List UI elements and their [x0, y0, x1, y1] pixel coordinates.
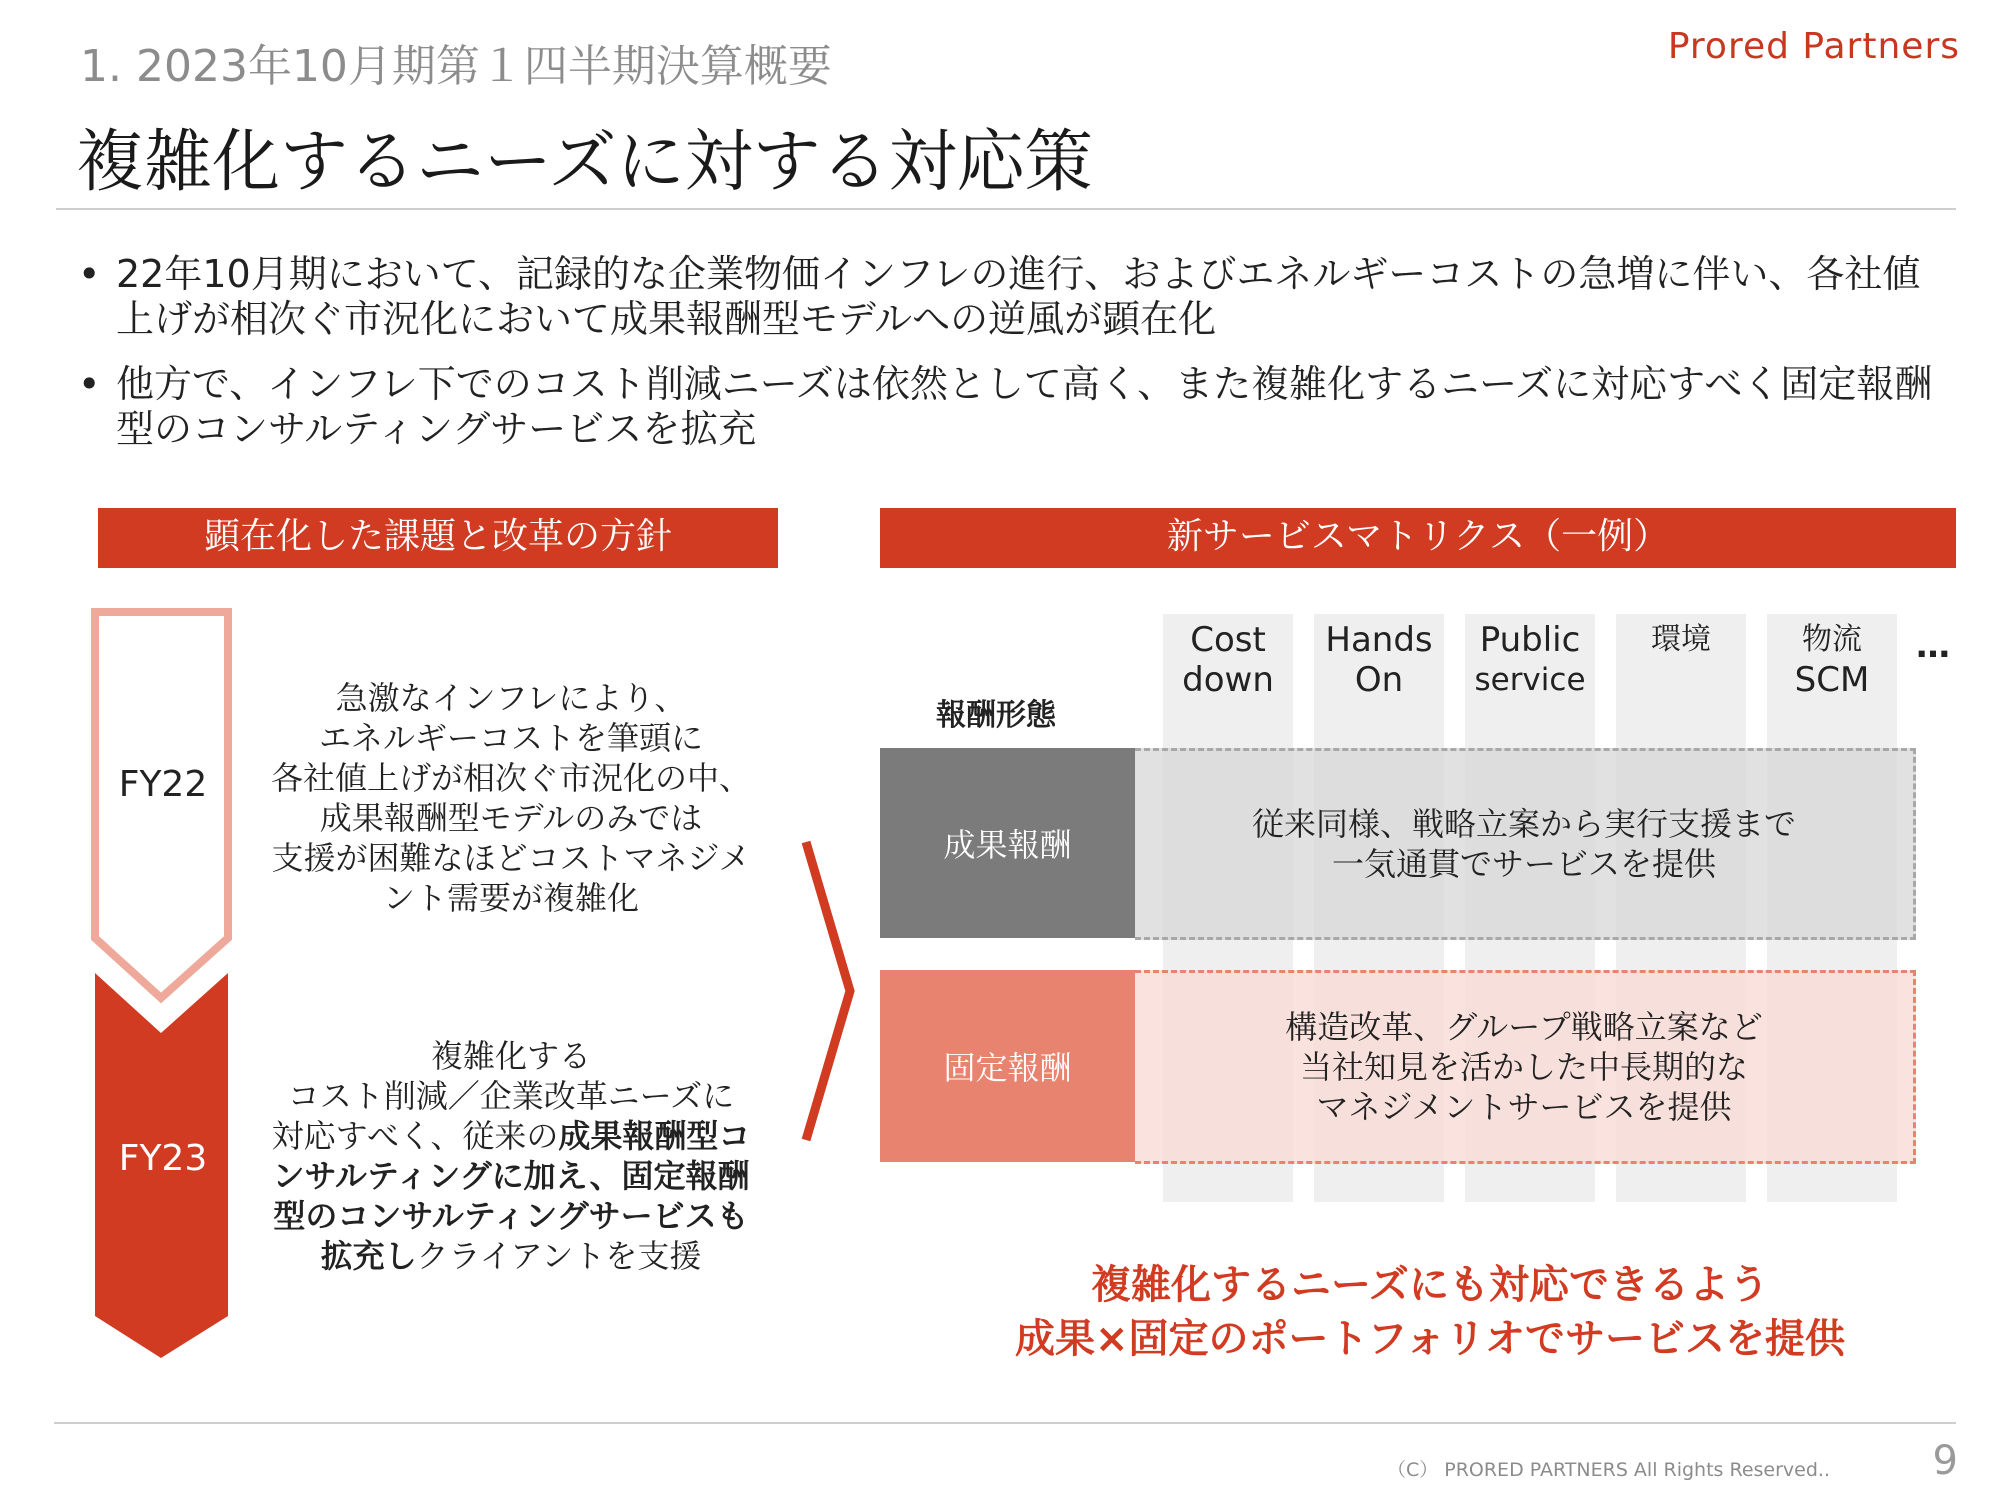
fy23-line — [246, 1116, 776, 1156]
column-header-hands-on — [1314, 620, 1444, 700]
header-divider — [56, 208, 1956, 210]
fy22-arrow — [95, 612, 228, 998]
conclusion-text — [880, 1258, 1980, 1366]
fy22-description — [246, 678, 776, 918]
fy23-emphasis: 型のコンサルティングサービスも — [273, 1197, 749, 1235]
row-content-line: 当社知見を活かした中長期的な — [1299, 1048, 1748, 1086]
fy-arrow-graphic — [90, 608, 240, 1368]
row-content-line: マネジメントサービスを提供 — [1316, 1088, 1732, 1126]
fy22-line: 各社値上げが相次ぐ市況化の中、 — [270, 759, 751, 797]
section-title: 1. 2023年10月期第１四半期決算概要 — [80, 41, 832, 92]
fy23-label: FY23 — [118, 1138, 208, 1179]
fy23-line: コスト削減／企業改革ニーズに — [287, 1077, 735, 1115]
brand-logo: Prored Partners — [1667, 26, 1960, 67]
row-label-fixed-fee: 固定報酬 — [880, 970, 1135, 1162]
column-header-line: On — [1354, 660, 1404, 700]
column-header-line: Cost — [1190, 620, 1266, 660]
fy23-line — [246, 1196, 776, 1236]
fy22-label: FY22 — [118, 764, 208, 805]
footer-divider — [54, 1422, 1956, 1424]
row-label-performance-fee: 成果報酬 — [880, 748, 1135, 938]
more-columns-ellipsis: … — [1916, 626, 1950, 666]
column-header-line: 環境 — [1651, 622, 1711, 657]
left-panel-header: 顕在化した課題と改革の方針 — [98, 508, 778, 568]
chevron-right-icon — [796, 836, 866, 1146]
fy23-line — [246, 1236, 776, 1276]
row-content-line: 従来同様、戦略立案から実行支援まで — [1251, 805, 1796, 843]
column-header-public-service — [1465, 620, 1595, 700]
fy22-line: 成果報酬型モデルのみでは — [319, 799, 703, 837]
row-content-line: 一気通貫でサービスを提供 — [1331, 845, 1716, 883]
fy23-emphasis: ンサルティングに加え、固定報酬 — [272, 1157, 750, 1195]
row-axis-header: 報酬形態 — [936, 698, 1056, 733]
column-header-line: down — [1182, 660, 1274, 700]
column-header-line: service — [1474, 662, 1586, 698]
conclusion-line: 複雑化するニーズにも対応できるよう — [1091, 1262, 1769, 1308]
bullet-item: • 22年10月期において、記録的な企業物価インフレの進行、およびエネルギーコストの急増に伴い、各社値上げが相次ぐ市況化において成果報酬型モデルへの逆風が顕在化 — [78, 252, 1958, 342]
page-number: 9 — [1932, 1438, 1958, 1484]
fy23-text: 対応すべく、従来の — [271, 1117, 559, 1155]
fy23-text: クライアントを支援 — [416, 1237, 702, 1275]
fy23-line — [246, 1156, 776, 1196]
row-content-performance-fee — [1135, 748, 1916, 940]
column-header-line: SCM — [1794, 660, 1870, 700]
fy22-line: ント需要が複雑化 — [382, 879, 639, 917]
column-header-line: Public — [1479, 620, 1581, 660]
column-header-logistics — [1767, 620, 1897, 700]
bullet-list — [78, 252, 1958, 472]
fy23-description — [246, 1036, 776, 1276]
column-header-environment — [1616, 620, 1746, 660]
copyright: （C） PRORED PARTNERS All Rights Reserved.. — [1386, 1459, 1830, 1481]
row-content-fixed-fee — [1135, 970, 1916, 1164]
fy23-emphasis: 拡充し — [320, 1237, 417, 1275]
right-panel-header: 新サービスマトリクス（一例） — [880, 508, 1956, 568]
column-header-cost-down — [1163, 620, 1293, 700]
fy22-line: エネルギーコストを筆頭に — [318, 719, 703, 757]
page-title: 複雑化するニーズに対する対応策 — [76, 123, 1093, 202]
column-header-line: Hands — [1325, 620, 1433, 660]
fy22-line: 急激なインフレにより、 — [335, 679, 687, 717]
column-header-line: 物流 — [1802, 622, 1862, 657]
row-content-line: 構造改革、グループ戦略立案など — [1285, 1008, 1763, 1046]
fy23-emphasis: 成果報酬型コ — [558, 1117, 751, 1155]
fy22-line: 支援が困難なほどコストマネジメ — [271, 839, 751, 877]
bullet-item: • 他方で、インフレ下でのコスト削減ニーズは依然として高く、また複雑化するニーズに対応すべく固定報酬型のコンサルティングサービスを拡充 — [78, 362, 1958, 452]
fy23-line: 複雑化する — [430, 1037, 591, 1075]
conclusion-line: 成果×固定のポートフォリオでサービスを提供 — [1015, 1316, 1845, 1362]
